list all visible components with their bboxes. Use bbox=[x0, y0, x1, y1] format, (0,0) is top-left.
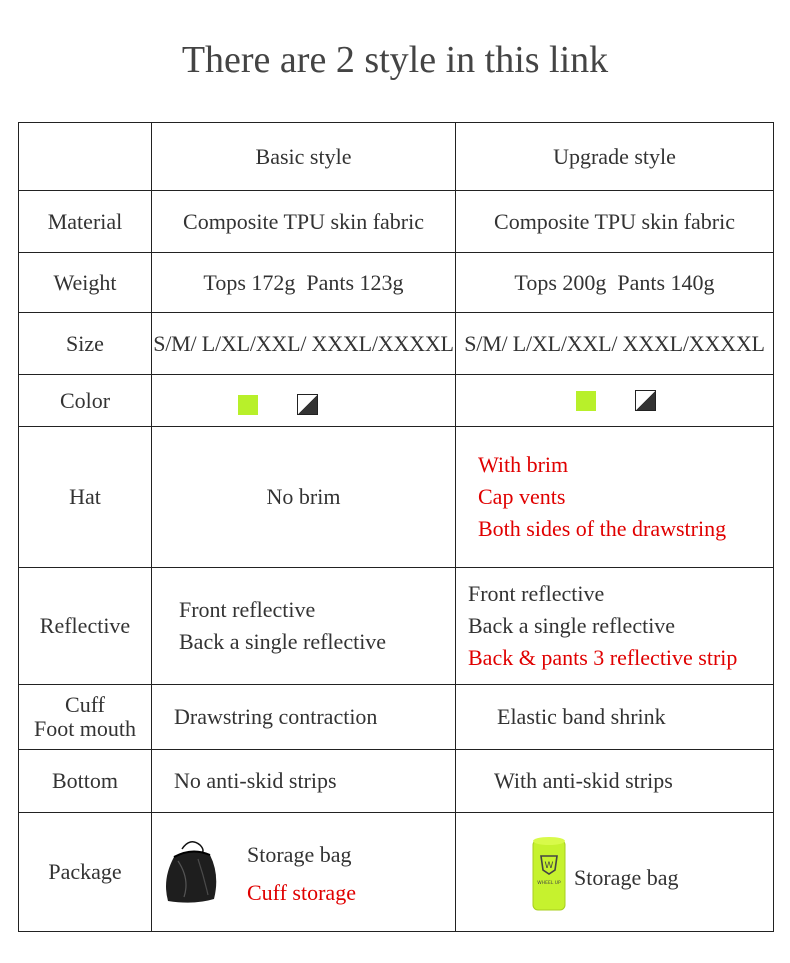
reflective-basic-line: Front reflective bbox=[179, 597, 316, 622]
package-basic bbox=[152, 813, 456, 932]
package-label: Package bbox=[19, 813, 152, 932]
hat-upgrade-line: With brim bbox=[478, 452, 569, 477]
reflective-basic-line: Back a single reflective bbox=[179, 629, 387, 654]
color-upgrade bbox=[456, 375, 774, 427]
reflective-row bbox=[19, 568, 774, 685]
header-empty-cell bbox=[19, 123, 152, 191]
size-row bbox=[19, 313, 774, 375]
bottom-row bbox=[19, 750, 774, 813]
reflective-upgrade-line: Front reflective bbox=[468, 581, 605, 606]
size-basic: S/M/ L/XL/XXL/ XXXL/XXXXL bbox=[152, 313, 456, 375]
color-basic bbox=[152, 375, 456, 427]
reflective-basic bbox=[152, 568, 456, 685]
upgrade-style-header: Upgrade style bbox=[456, 123, 774, 191]
hat-label: Hat bbox=[19, 427, 152, 568]
hat-row bbox=[19, 427, 774, 568]
weight-label: Weight bbox=[19, 253, 152, 313]
cuff-label-line: Cuff bbox=[65, 692, 105, 717]
reflective-upgrade bbox=[456, 568, 774, 685]
hat-upgrade-line: Both sides of the drawstring bbox=[478, 516, 727, 541]
half-dark-swatch bbox=[635, 390, 656, 411]
color-row bbox=[19, 375, 774, 427]
header-row bbox=[19, 123, 774, 191]
material-row bbox=[19, 191, 774, 253]
package-row bbox=[19, 813, 774, 932]
bottom-basic: No anti-skid strips bbox=[152, 750, 456, 813]
package-upgrade-text: Storage bag bbox=[574, 865, 679, 890]
weight-basic: Tops 172g Pants 123g bbox=[152, 253, 456, 313]
package-upgrade bbox=[456, 813, 774, 932]
upgrade-bag-logo-text: WHEEL UP bbox=[537, 881, 561, 886]
basic-style-header: Basic style bbox=[152, 123, 456, 191]
half-dark-swatch bbox=[297, 394, 318, 415]
black-drawstring-bag-icon bbox=[164, 839, 220, 905]
comparison-table bbox=[18, 122, 774, 932]
material-basic: Composite TPU skin fabric bbox=[152, 191, 456, 253]
package-basic-line: Storage bag bbox=[247, 842, 352, 867]
cuff-row bbox=[19, 685, 774, 750]
material-label: Material bbox=[19, 191, 152, 253]
weight-row bbox=[19, 253, 774, 313]
green-swatch bbox=[238, 395, 258, 415]
cuff-upgrade: Elastic band shrink bbox=[456, 685, 774, 750]
hat-upgrade-line: Cap vents bbox=[478, 484, 566, 509]
yellow-cylinder-bag-icon bbox=[529, 834, 569, 914]
hat-basic: No brim bbox=[152, 427, 456, 568]
material-upgrade: Composite TPU skin fabric bbox=[456, 191, 774, 253]
page-title: There are 2 style in this link bbox=[181, 39, 609, 81]
reflective-upgrade-line: Back a single reflective bbox=[468, 613, 676, 638]
foot-mouth-label-line: Foot mouth bbox=[33, 716, 137, 741]
package-basic-line: Cuff storage bbox=[247, 880, 356, 905]
hat-upgrade bbox=[456, 427, 774, 568]
size-upgrade: S/M/ L/XL/XXL/ XXXL/XXXXL bbox=[456, 313, 774, 375]
bottom-upgrade: With anti-skid strips bbox=[456, 750, 774, 813]
color-label: Color bbox=[19, 375, 152, 427]
green-swatch bbox=[576, 391, 596, 411]
weight-upgrade: Tops 200g Pants 140g bbox=[456, 253, 774, 313]
size-label: Size bbox=[19, 313, 152, 375]
bottom-label: Bottom bbox=[19, 750, 152, 813]
cuff-basic: Drawstring contraction bbox=[152, 685, 456, 750]
reflective-label: Reflective bbox=[19, 568, 152, 685]
svg-text:W: W bbox=[544, 861, 554, 871]
reflective-upgrade-line: Back & pants 3 reflective strip bbox=[468, 645, 738, 670]
cuff-label bbox=[19, 685, 152, 750]
